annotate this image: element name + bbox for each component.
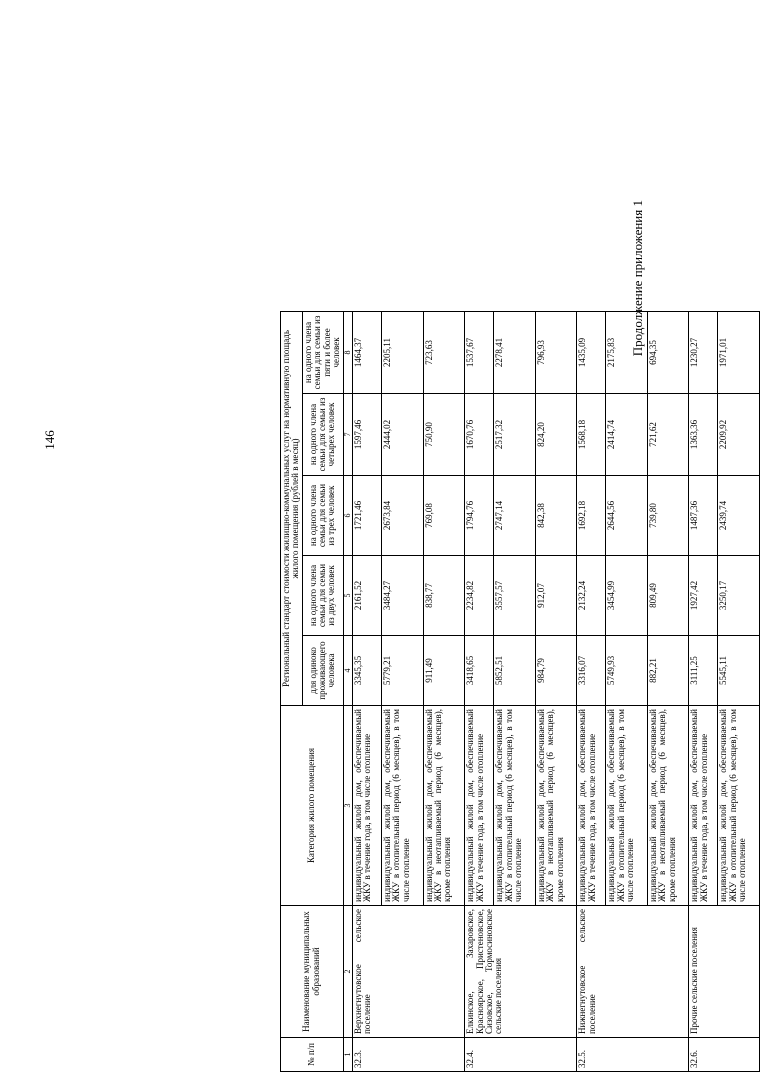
section-number: 32.4.	[465, 1038, 577, 1072]
value-cell: 1568,18	[577, 394, 606, 476]
table-row	[353, 311, 382, 1071]
value-cell: 911,49	[423, 636, 465, 706]
value-cell: 824,20	[535, 394, 577, 476]
value-cell: 796,93	[535, 311, 577, 393]
header-col-3: на одного члена семьи для семьи из трех человек	[302, 476, 343, 556]
value-cell: 1670,76	[465, 394, 494, 476]
header-col-2: на одного члена семьи для семьи из двух человек	[302, 556, 343, 636]
municipality-name: Верхнегнутовское сельское поселение	[353, 906, 465, 1038]
municipality-name: Нижнегнутовское сельское поселение	[577, 906, 689, 1038]
value-cell: 1464,37	[353, 311, 382, 393]
value-cell: 3316,07	[577, 636, 606, 706]
value-cell: 2414,74	[606, 394, 648, 476]
value-cell: 2439,74	[718, 476, 760, 556]
value-cell: 1692,18	[577, 476, 606, 556]
continuation-heading: Продолжение приложения 1	[630, 200, 645, 357]
value-cell: 3557,57	[494, 556, 536, 636]
value-cell: 1597,46	[353, 394, 382, 476]
value-cell: 3454,99	[606, 556, 648, 636]
value-cell: 769,08	[423, 476, 465, 556]
category-cell: индивидуальный жилой дом, обеспечиваемый ЖКУ в течение года, в том числе отопление	[465, 706, 494, 906]
table-row	[689, 311, 718, 1071]
value-cell: 5545,11	[718, 636, 760, 706]
header-col-1: для одиноко проживающего человека	[302, 636, 343, 706]
value-cell: 1487,36	[689, 476, 718, 556]
index-cell: 7	[343, 394, 352, 476]
category-cell: индивидуальный жилой дом, обеспечиваемый ЖКУ в отопительный период (6 месяцев), в том числе отопление	[382, 706, 424, 906]
index-cell: 2	[343, 906, 352, 1038]
value-cell: 2205,11	[382, 311, 424, 393]
value-cell: 1537,67	[465, 311, 494, 393]
value-cell: 1230,27	[689, 311, 718, 393]
section-number: 32.3.	[353, 1038, 465, 1072]
value-cell: 2644,56	[606, 476, 648, 556]
value-cell: 5779,21	[382, 636, 424, 706]
category-cell: индивидуальный жилой дом, обеспечиваемый ЖКУ в отопительный период (6 месяцев), в том числе отопление	[718, 706, 760, 906]
index-cell: 5	[343, 556, 352, 636]
value-cell: 912,07	[535, 556, 577, 636]
value-cell: 1971,01	[718, 311, 760, 393]
value-cell: 842,38	[535, 476, 577, 556]
value-cell: 2673,84	[382, 476, 424, 556]
index-cell: 1	[343, 1038, 352, 1072]
value-cell: 838,77	[423, 556, 465, 636]
value-cell: 2234,82	[465, 556, 494, 636]
category-cell: индивидуальный жилой дом, обеспечиваемый ЖКУ в течение года, в том числе отопление	[353, 706, 382, 906]
municipality-name: Прочие сельские поселения	[689, 906, 760, 1038]
value-cell: 2175,83	[606, 311, 648, 393]
page-number: 146	[42, 430, 57, 450]
index-cell: 6	[343, 476, 352, 556]
municipality-name: Елкинское, Захаровское, Красноярское, Пристеновское, Сизовское, Тормосиновское сельские поселения	[465, 906, 577, 1038]
header-col-4: на одного члена семьи для семьи из четырех человек	[302, 394, 343, 476]
value-cell: 694,35	[647, 311, 689, 393]
value-cell: 739,80	[647, 476, 689, 556]
value-cell: 750,90	[423, 394, 465, 476]
category-cell: индивидуальный жилой дом, обеспечиваемый ЖКУ в неотапливаемый период (6 месяцев), кроме отопления	[423, 706, 465, 906]
standards-table	[280, 311, 760, 1072]
value-cell: 721,62	[647, 394, 689, 476]
value-cell: 3250,17	[718, 556, 760, 636]
value-cell: 1794,76	[465, 476, 494, 556]
value-cell: 1363,36	[689, 394, 718, 476]
value-cell: 2161,52	[353, 556, 382, 636]
value-cell: 1435,09	[577, 311, 606, 393]
table-row	[577, 311, 606, 1071]
value-cell: 1721,46	[353, 476, 382, 556]
category-cell: индивидуальный жилой дом, обеспечиваемый ЖКУ в отопительный период (6 месяцев), в том числе отопление	[606, 706, 648, 906]
header-municipality: Наименование муниципальных образований	[281, 906, 344, 1038]
table-row	[465, 311, 494, 1071]
value-cell: 809,49	[647, 556, 689, 636]
value-cell: 2132,24	[577, 556, 606, 636]
category-cell: индивидуальный жилой дом, обеспечиваемый ЖКУ в неотапливаемый период (6 месяцев), кроме отопления	[535, 706, 577, 906]
value-cell: 3345,35	[353, 636, 382, 706]
category-cell: индивидуальный жилой дом, обеспечиваемый ЖКУ в отопительный период (6 месяцев), в том числе отопление	[494, 706, 536, 906]
value-cell: 1927,42	[689, 556, 718, 636]
category-cell: индивидуальный жилой дом, обеспечиваемый ЖКУ в неотапливаемый период (6 месяцев), кроме отопления	[647, 706, 689, 906]
value-cell: 5749,93	[606, 636, 648, 706]
index-cell: 4	[343, 636, 352, 706]
index-cell: 8	[343, 311, 352, 393]
category-cell: индивидуальный жилой дом, обеспечиваемый ЖКУ в течение года, в том числе отопление	[689, 706, 718, 906]
value-cell: 3484,27	[382, 556, 424, 636]
index-cell: 3	[343, 706, 352, 906]
value-cell: 723,63	[423, 311, 465, 393]
value-cell: 2278,41	[494, 311, 536, 393]
header-standard-group: Региональный стандарт стоимости жилищно-коммунальных услуг на нормативную площадь жилого помещения (рублей в месяц)	[281, 311, 303, 705]
value-cell: 984,79	[535, 636, 577, 706]
header-num: № п/п	[281, 1038, 344, 1072]
value-cell: 3418,65	[465, 636, 494, 706]
value-cell: 2747,14	[494, 476, 536, 556]
header-col-5: на одного члена семьи для семьи из пяти и более человек	[302, 311, 343, 393]
table-rotated-container	[280, 312, 760, 1072]
section-number: 32.5.	[577, 1038, 689, 1072]
value-cell: 2517,32	[494, 394, 536, 476]
value-cell: 2444,02	[382, 394, 424, 476]
value-cell: 5852,51	[494, 636, 536, 706]
category-cell: индивидуальный жилой дом, обеспечиваемый ЖКУ в течение года, в том числе отопление	[577, 706, 606, 906]
section-number: 32.6.	[689, 1038, 760, 1072]
header-category: Категория жилого помещения	[281, 706, 344, 906]
value-cell: 882,21	[647, 636, 689, 706]
value-cell: 3111,25	[689, 636, 718, 706]
value-cell: 2209,92	[718, 394, 760, 476]
